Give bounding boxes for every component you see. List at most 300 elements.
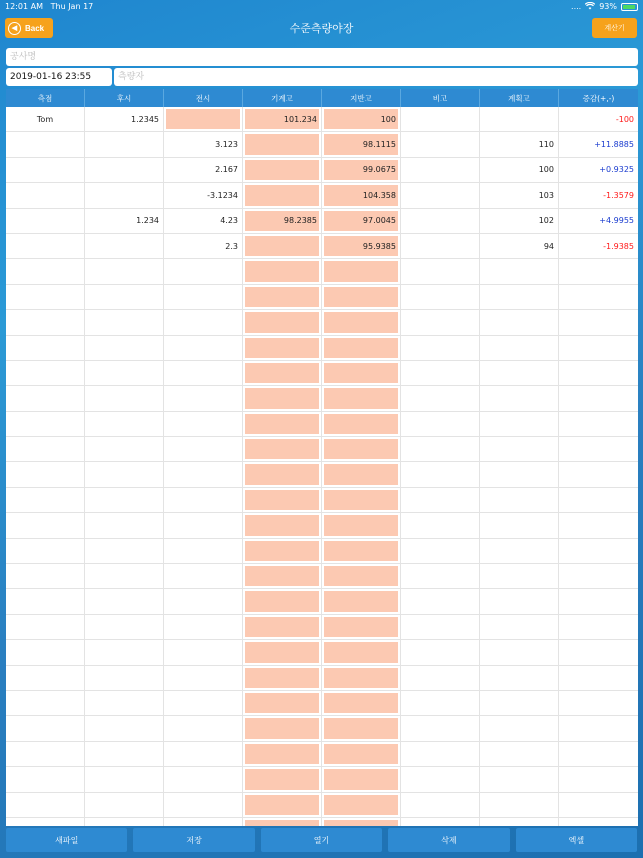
calculator-button[interactable]: 계산기 xyxy=(592,18,637,38)
table-cell[interactable] xyxy=(401,361,480,385)
table-cell[interactable] xyxy=(164,132,243,156)
table-cell[interactable] xyxy=(164,412,243,436)
table-cell[interactable] xyxy=(164,437,243,461)
table-cell[interactable] xyxy=(559,386,638,410)
table-cell[interactable] xyxy=(6,742,85,766)
table-row xyxy=(6,259,638,284)
table-cell[interactable] xyxy=(480,132,559,156)
back-button[interactable] xyxy=(5,18,53,38)
table-cell[interactable] xyxy=(243,767,322,791)
table-cell[interactable] xyxy=(401,488,480,512)
table-cell[interactable] xyxy=(243,666,322,690)
table-cell[interactable] xyxy=(401,310,480,334)
cell-highlight xyxy=(324,490,398,510)
table-cell[interactable] xyxy=(322,462,401,486)
cell-highlight xyxy=(324,312,398,332)
table-cell[interactable] xyxy=(322,310,401,334)
table-cell[interactable] xyxy=(243,488,322,512)
table-cell[interactable] xyxy=(322,539,401,563)
table-cell[interactable] xyxy=(480,336,559,360)
table-cell[interactable] xyxy=(480,640,559,664)
table-cell[interactable] xyxy=(6,589,85,613)
table-cell[interactable] xyxy=(243,742,322,766)
column-header: 비고 xyxy=(401,89,480,107)
table-cell[interactable] xyxy=(85,691,164,715)
table-cell[interactable] xyxy=(164,539,243,563)
cell-value: 3.123 xyxy=(215,140,238,150)
cell-highlight xyxy=(245,464,319,484)
table-cell[interactable] xyxy=(559,564,638,588)
cell-highlight xyxy=(324,591,398,611)
table-cell[interactable] xyxy=(322,793,401,817)
table-cell[interactable] xyxy=(6,767,85,791)
table-cell[interactable] xyxy=(85,767,164,791)
back-arrow-icon: ◀ xyxy=(8,22,21,35)
table-cell[interactable] xyxy=(6,412,85,436)
table-cell[interactable] xyxy=(243,615,322,639)
table-cell[interactable] xyxy=(6,386,85,410)
table-cell[interactable] xyxy=(6,539,85,563)
table-cell[interactable] xyxy=(243,691,322,715)
table-cell[interactable] xyxy=(164,386,243,410)
cell-highlight xyxy=(324,769,398,789)
save-button[interactable]: 저장 xyxy=(133,828,254,852)
table-cell[interactable] xyxy=(6,183,85,207)
table-cell[interactable] xyxy=(6,259,85,283)
table-cell[interactable] xyxy=(480,589,559,613)
table-cell[interactable] xyxy=(559,336,638,360)
cell-highlight xyxy=(324,261,398,281)
table-cell[interactable] xyxy=(243,513,322,537)
table-cell[interactable] xyxy=(243,640,322,664)
table-cell[interactable] xyxy=(322,716,401,740)
signal-icon: .... xyxy=(571,2,582,11)
table-row xyxy=(6,107,638,132)
table-cell[interactable] xyxy=(164,183,243,207)
table-cell[interactable] xyxy=(322,742,401,766)
table-cell[interactable] xyxy=(480,209,559,233)
cell-value: Tom xyxy=(36,114,54,124)
table-cell[interactable] xyxy=(164,259,243,283)
table-cell[interactable] xyxy=(164,209,243,233)
table-cell[interactable] xyxy=(164,361,243,385)
table-cell[interactable] xyxy=(322,437,401,461)
table-cell[interactable] xyxy=(164,158,243,182)
table-cell[interactable] xyxy=(480,386,559,410)
cell-value: 98.1115 xyxy=(362,140,396,150)
table-cell[interactable] xyxy=(559,462,638,486)
cell-highlight xyxy=(324,668,398,688)
cell-highlight xyxy=(324,566,398,586)
table-cell[interactable] xyxy=(480,793,559,817)
table-cell[interactable] xyxy=(6,513,85,537)
page-title: 수준측량야장 xyxy=(289,22,354,35)
bottom-toolbar xyxy=(0,828,643,858)
table-cell[interactable] xyxy=(401,539,480,563)
table-cell[interactable] xyxy=(6,666,85,690)
cell-value: 99.0675 xyxy=(362,165,396,175)
table-cell[interactable] xyxy=(480,818,559,826)
table-row xyxy=(6,488,638,513)
table-row xyxy=(6,615,638,640)
table-row xyxy=(6,462,638,487)
table-cell[interactable] xyxy=(401,691,480,715)
table-cell[interactable] xyxy=(85,132,164,156)
table-cell[interactable] xyxy=(559,666,638,690)
table-row xyxy=(6,132,638,157)
table-cell[interactable] xyxy=(243,818,322,826)
table-cell[interactable] xyxy=(480,767,559,791)
table-cell[interactable] xyxy=(6,310,85,334)
table-cell[interactable] xyxy=(85,462,164,486)
table-cell[interactable] xyxy=(559,691,638,715)
table-cell[interactable] xyxy=(322,412,401,436)
cell-highlight xyxy=(324,414,398,434)
table-cell[interactable] xyxy=(322,513,401,537)
table-cell[interactable] xyxy=(243,234,322,258)
table-cell[interactable] xyxy=(480,666,559,690)
battery-percent: 93% xyxy=(599,2,617,11)
table-cell[interactable] xyxy=(480,615,559,639)
table-cell[interactable] xyxy=(480,361,559,385)
table-cell[interactable] xyxy=(243,285,322,309)
table-cell[interactable] xyxy=(322,564,401,588)
table-cell[interactable] xyxy=(85,589,164,613)
table-cell[interactable] xyxy=(243,259,322,283)
table-cell[interactable] xyxy=(322,234,401,258)
table-cell[interactable] xyxy=(164,488,243,512)
table-row xyxy=(6,513,638,538)
table-cell[interactable] xyxy=(6,691,85,715)
table-cell[interactable] xyxy=(559,539,638,563)
cell-value: 4.23 xyxy=(220,216,238,226)
cell-highlight xyxy=(245,795,319,815)
table-cell[interactable] xyxy=(559,513,638,537)
table-cell[interactable] xyxy=(322,818,401,826)
table-cell[interactable] xyxy=(480,107,559,131)
table-cell[interactable] xyxy=(243,158,322,182)
table-cell[interactable] xyxy=(85,107,164,131)
table-cell[interactable] xyxy=(401,818,480,826)
table-cell[interactable] xyxy=(85,361,164,385)
table-cell[interactable] xyxy=(6,640,85,664)
table-cell[interactable] xyxy=(85,259,164,283)
cell-value: -100 xyxy=(615,114,634,124)
table-cell[interactable] xyxy=(559,310,638,334)
table-cell[interactable] xyxy=(480,742,559,766)
cell-value: 101.234 xyxy=(283,114,317,124)
table-cell[interactable] xyxy=(243,310,322,334)
table-cell[interactable] xyxy=(322,767,401,791)
cell-value: 1.234 xyxy=(136,216,159,226)
table-cell[interactable] xyxy=(480,513,559,537)
table-cell[interactable] xyxy=(480,183,559,207)
table-cell[interactable] xyxy=(85,234,164,258)
table-cell[interactable] xyxy=(243,132,322,156)
cell-highlight xyxy=(245,439,319,459)
table-cell[interactable] xyxy=(480,158,559,182)
table-cell[interactable] xyxy=(164,691,243,715)
table-cell[interactable] xyxy=(322,259,401,283)
table-cell[interactable] xyxy=(559,209,638,233)
table-row xyxy=(6,234,638,259)
table-cell[interactable] xyxy=(164,107,243,131)
table-cell[interactable] xyxy=(322,336,401,360)
open-button[interactable]: 열기 xyxy=(261,828,382,852)
table-cell[interactable] xyxy=(480,310,559,334)
table-cell[interactable] xyxy=(243,589,322,613)
table-cell[interactable] xyxy=(401,412,480,436)
table-cell[interactable] xyxy=(85,666,164,690)
table-cell[interactable] xyxy=(401,158,480,182)
table-cell[interactable] xyxy=(6,132,85,156)
table-cell[interactable] xyxy=(164,767,243,791)
table-cell[interactable] xyxy=(164,589,243,613)
table-row xyxy=(6,412,638,437)
table-cell[interactable] xyxy=(322,615,401,639)
surveyor-input[interactable] xyxy=(114,68,638,86)
table-cell[interactable] xyxy=(401,259,480,283)
table-cell[interactable] xyxy=(85,818,164,826)
table-cell[interactable] xyxy=(164,285,243,309)
table-cell[interactable] xyxy=(559,767,638,791)
table-cell[interactable] xyxy=(480,437,559,461)
table-cell[interactable] xyxy=(85,716,164,740)
table-row xyxy=(6,564,638,589)
cell-highlight xyxy=(324,541,398,561)
table-cell[interactable] xyxy=(480,412,559,436)
table-cell[interactable] xyxy=(559,158,638,182)
table-cell[interactable] xyxy=(480,285,559,309)
table-cell[interactable] xyxy=(322,589,401,613)
table-cell[interactable] xyxy=(559,615,638,639)
table-cell[interactable] xyxy=(85,209,164,233)
table-cell[interactable] xyxy=(559,361,638,385)
table-cell[interactable] xyxy=(164,462,243,486)
cell-highlight xyxy=(245,591,319,611)
table-cell[interactable] xyxy=(401,640,480,664)
table-cell[interactable] xyxy=(6,488,85,512)
table-cell[interactable] xyxy=(322,209,401,233)
table-cell[interactable] xyxy=(480,234,559,258)
column-header: 측점 xyxy=(6,89,85,107)
table-cell[interactable] xyxy=(85,183,164,207)
table-cell[interactable] xyxy=(559,437,638,461)
table-cell[interactable] xyxy=(85,310,164,334)
table-cell[interactable] xyxy=(322,386,401,410)
table-cell[interactable] xyxy=(401,386,480,410)
table-cell[interactable] xyxy=(6,209,85,233)
table-cell[interactable] xyxy=(243,564,322,588)
table-cell[interactable] xyxy=(243,716,322,740)
table-cell[interactable] xyxy=(559,285,638,309)
table-cell[interactable] xyxy=(6,818,85,826)
table-cell[interactable] xyxy=(85,615,164,639)
datetime-input[interactable] xyxy=(6,68,112,86)
table-cell[interactable] xyxy=(401,793,480,817)
cell-value: -1.3579 xyxy=(603,190,634,200)
delete-button[interactable]: 삭제 xyxy=(388,828,509,852)
table-cell[interactable] xyxy=(6,462,85,486)
table-cell[interactable] xyxy=(243,437,322,461)
table-cell[interactable] xyxy=(164,793,243,817)
table-cell[interactable] xyxy=(85,437,164,461)
table-cell[interactable] xyxy=(243,107,322,131)
table-cell[interactable] xyxy=(322,132,401,156)
table-cell[interactable] xyxy=(322,488,401,512)
table-cell[interactable] xyxy=(85,412,164,436)
cell-highlight xyxy=(324,718,398,738)
table-cell[interactable] xyxy=(6,615,85,639)
table-cell[interactable] xyxy=(6,285,85,309)
table-cell[interactable] xyxy=(164,336,243,360)
table-cell[interactable] xyxy=(322,183,401,207)
cell-highlight xyxy=(245,490,319,510)
excel-button[interactable]: 엑셀 xyxy=(516,828,637,852)
table-cell[interactable] xyxy=(401,564,480,588)
table-cell[interactable] xyxy=(401,513,480,537)
table-cell[interactable] xyxy=(6,107,85,131)
table-cell[interactable] xyxy=(85,513,164,537)
table-row xyxy=(6,716,638,741)
table-cell[interactable] xyxy=(243,539,322,563)
table-cell[interactable] xyxy=(401,336,480,360)
table-cell[interactable] xyxy=(6,793,85,817)
table-cell[interactable] xyxy=(480,716,559,740)
table-cell[interactable] xyxy=(401,716,480,740)
table-cell[interactable] xyxy=(559,259,638,283)
table-cell[interactable] xyxy=(401,234,480,258)
table-row xyxy=(6,666,638,691)
table-cell[interactable] xyxy=(164,310,243,334)
table-cell[interactable] xyxy=(6,158,85,182)
table-cell[interactable] xyxy=(401,107,480,131)
cell-value: +11.8885 xyxy=(594,140,634,150)
table-cell[interactable] xyxy=(322,361,401,385)
cell-highlight xyxy=(324,515,398,535)
table-cell[interactable] xyxy=(243,361,322,385)
table-cell[interactable] xyxy=(85,386,164,410)
table-cell[interactable] xyxy=(559,742,638,766)
table-cell[interactable] xyxy=(85,742,164,766)
table-cell[interactable] xyxy=(401,183,480,207)
column-header: 후시 xyxy=(85,89,164,107)
table-cell[interactable] xyxy=(164,818,243,826)
table-cell[interactable] xyxy=(85,285,164,309)
table-cell[interactable] xyxy=(6,716,85,740)
project-name-input[interactable] xyxy=(6,48,638,66)
table-cell[interactable] xyxy=(164,742,243,766)
table-cell[interactable] xyxy=(322,666,401,690)
survey-table xyxy=(6,89,638,826)
table-cell[interactable] xyxy=(401,589,480,613)
table-cell[interactable] xyxy=(6,564,85,588)
table-cell[interactable] xyxy=(401,285,480,309)
table-cell[interactable] xyxy=(322,158,401,182)
table-cell[interactable] xyxy=(559,132,638,156)
table-cell[interactable] xyxy=(480,259,559,283)
table-cell[interactable] xyxy=(243,336,322,360)
cell-value: 2.167 xyxy=(215,165,238,175)
table-cell[interactable] xyxy=(401,209,480,233)
table-cell[interactable] xyxy=(322,691,401,715)
new-file-button[interactable]: 새파일 xyxy=(6,828,127,852)
table-cell[interactable] xyxy=(164,716,243,740)
table-cell[interactable] xyxy=(401,742,480,766)
wifi-icon xyxy=(585,2,595,12)
status-bar xyxy=(0,0,643,13)
table-cell[interactable] xyxy=(6,336,85,360)
table-cell[interactable] xyxy=(85,336,164,360)
table-cell[interactable] xyxy=(164,513,243,537)
table-cell[interactable] xyxy=(559,107,638,131)
table-cell[interactable] xyxy=(243,462,322,486)
table-cell[interactable] xyxy=(164,234,243,258)
table-cell[interactable] xyxy=(401,132,480,156)
cell-value: 110 xyxy=(538,140,554,150)
table-cell[interactable] xyxy=(559,412,638,436)
table-cell[interactable] xyxy=(6,234,85,258)
table-cell[interactable] xyxy=(480,564,559,588)
table-cell[interactable] xyxy=(243,412,322,436)
table-cell[interactable] xyxy=(85,158,164,182)
table-cell[interactable] xyxy=(322,107,401,131)
table-cell[interactable] xyxy=(243,183,322,207)
cell-highlight xyxy=(245,820,319,826)
table-cell[interactable] xyxy=(85,488,164,512)
table-cell[interactable] xyxy=(401,666,480,690)
table-cell[interactable] xyxy=(85,539,164,563)
table-cell[interactable] xyxy=(164,640,243,664)
cell-highlight xyxy=(245,668,319,688)
table-cell[interactable] xyxy=(6,361,85,385)
table-cell[interactable] xyxy=(559,183,638,207)
cell-highlight xyxy=(245,769,319,789)
table-cell[interactable] xyxy=(243,209,322,233)
table-cell[interactable] xyxy=(559,818,638,826)
table-cell[interactable] xyxy=(322,640,401,664)
table-cell[interactable] xyxy=(164,564,243,588)
table-cell[interactable] xyxy=(559,716,638,740)
table-cell[interactable] xyxy=(480,488,559,512)
table-cell[interactable] xyxy=(559,793,638,817)
table-cell[interactable] xyxy=(480,539,559,563)
table-cell[interactable] xyxy=(6,437,85,461)
table-cell[interactable] xyxy=(401,615,480,639)
table-cell[interactable] xyxy=(401,767,480,791)
cell-value: 94 xyxy=(543,241,554,251)
table-cell[interactable] xyxy=(243,793,322,817)
table-cell[interactable] xyxy=(85,640,164,664)
table-cell[interactable] xyxy=(243,386,322,410)
table-cell[interactable] xyxy=(559,234,638,258)
table-cell[interactable] xyxy=(322,285,401,309)
table-cell[interactable] xyxy=(85,564,164,588)
table-cell[interactable] xyxy=(480,462,559,486)
table-cell[interactable] xyxy=(85,793,164,817)
cell-highlight xyxy=(245,718,319,738)
table-cell[interactable] xyxy=(164,615,243,639)
table-cell[interactable] xyxy=(559,589,638,613)
table-cell[interactable] xyxy=(401,437,480,461)
cell-highlight xyxy=(166,109,240,129)
table-cell[interactable] xyxy=(164,666,243,690)
table-cell[interactable] xyxy=(559,640,638,664)
table-cell[interactable] xyxy=(401,462,480,486)
table-cell[interactable] xyxy=(480,691,559,715)
table-cell[interactable] xyxy=(559,488,638,512)
cell-highlight xyxy=(245,134,319,154)
